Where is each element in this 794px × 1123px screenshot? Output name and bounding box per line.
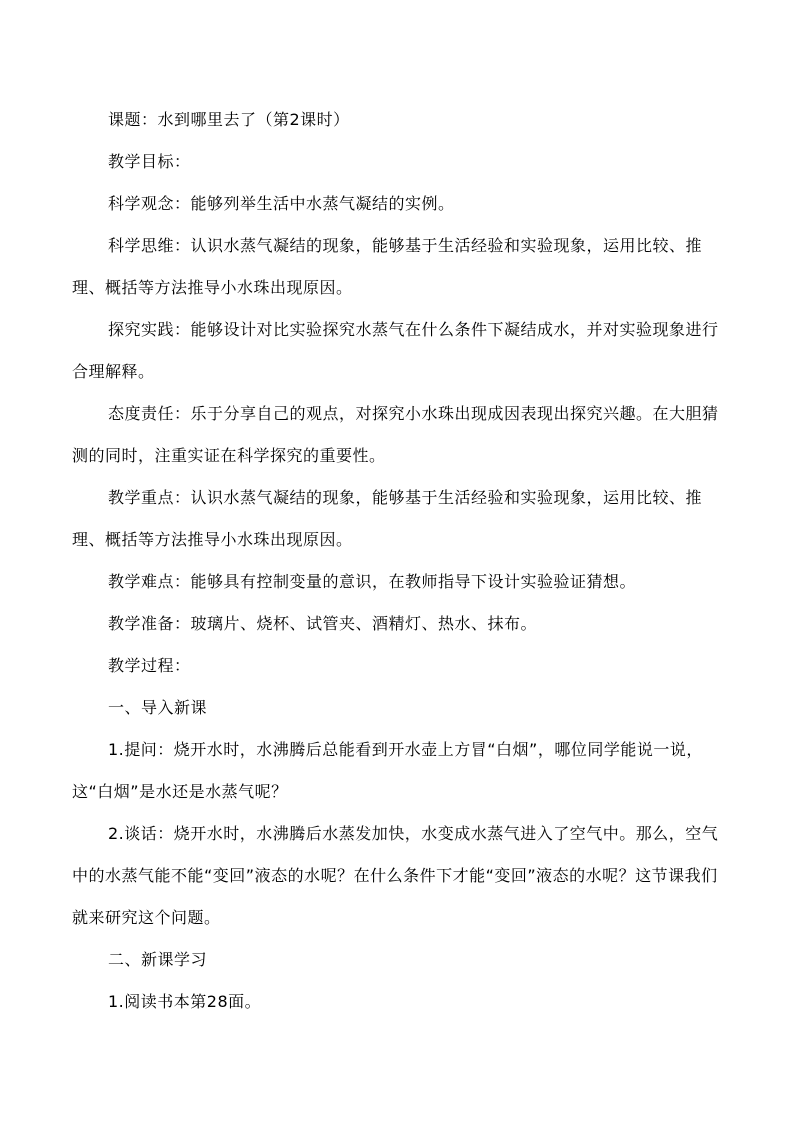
introduction-question: 1.提问：烧开水时，水沸腾后总能看到开水壶上方冒“白烟”，哪位同学能说一说，这“白烟”是水还是水蒸气呢？ <box>72 740 703 801</box>
teaching-process-heading: 教学过程： <box>108 656 191 675</box>
objective-scientific-thinking: 科学思维：认识水蒸气凝结的现象，能够基于生活经验和实验现象，运用比较、推理、概括等方法推导小水珠出现原因。 <box>72 236 703 297</box>
introduction-talk: 2.谈话：烧开水时，水沸腾后水蒸发加快，水变成水蒸气进入了空气中。那么，空气中的水蒸气能不能“变回”液态的水呢？在什么条件下才能“变回”液态的水呢？这节课我们就来研究这个问题。 <box>72 824 719 927</box>
section-introduction-heading: 一、导入新课 <box>108 698 208 717</box>
section-new-lesson-heading: 二、新课学习 <box>108 950 208 969</box>
new-lesson-reading: 1.阅读书本第28面。 <box>108 992 262 1011</box>
objective-attitude-responsibility: 态度责任：乐于分享自己的观点，对探究小水珠出现成因表现出探究兴趣。在大胆猜测的同时，注重实证在科学探究的重要性。 <box>72 404 719 465</box>
teaching-difficulty: 教学难点：能够具有控制变量的意识，在教师指导下设计实验验证猜想。 <box>108 572 637 591</box>
objective-inquiry-practice: 探究实践：能够设计对比实验探究水蒸气在什么条件下凝结成水，并对实验现象进行合理解释。 <box>72 320 719 381</box>
teaching-key-point: 教学重点：认识水蒸气凝结的现象，能够基于生活经验和实验现象，运用比较、推理、概括等方法推导小水珠出现原因。 <box>72 488 703 549</box>
objective-scientific-concept: 科学观念：能够列举生活中水蒸气凝结的实例。 <box>108 194 455 213</box>
lesson-title: 课题：水到哪里去了（第2课时） <box>108 110 350 129</box>
teaching-preparation: 教学准备：玻璃片、烧杯、试管夹、酒精灯、热水、抹布。 <box>108 614 538 633</box>
teaching-objectives-heading: 教学目标： <box>108 152 191 171</box>
